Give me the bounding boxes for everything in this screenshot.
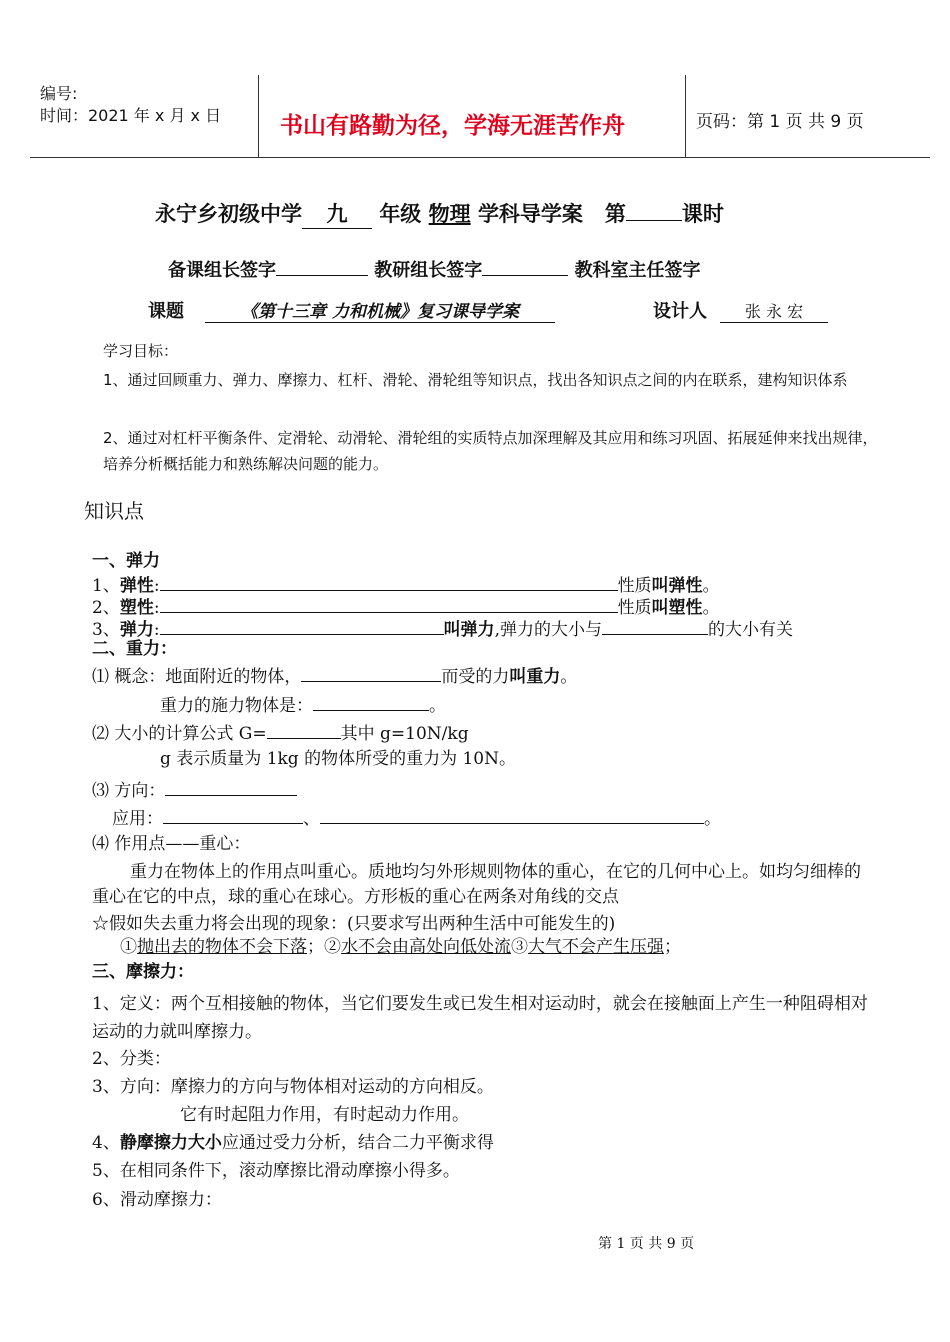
friction-sliding: 6、滑动摩擦力： — [92, 1190, 222, 1210]
elastic-force-blank[interactable] — [160, 616, 444, 635]
example-3: 大气不会产生压强 — [528, 937, 664, 957]
elastic-line-2: 2、塑性: 性质叫塑性。 — [92, 594, 720, 619]
sig-research-leader: 教研组长签字 — [374, 260, 483, 281]
elastic-heading: 一、弹力 — [92, 551, 160, 571]
time-label: 时间：2021 年 x 月 x 日 — [40, 106, 222, 125]
topic-value: 《第十三章 力和机械》复习课导学案 — [205, 297, 555, 323]
sig-research-blank[interactable] — [482, 257, 568, 276]
title-lesson-suffix: 课时 — [681, 202, 724, 226]
gravity-concept: ⑴ 概念：地面附近的物体， 而受的力叫重力。 — [92, 663, 577, 688]
lose-gravity-text: ☆假如失去重力将会出现的现象：(只要求写出两种生活中可能发生的) — [92, 914, 616, 934]
sig-director: 教科室主任签字 — [574, 260, 701, 281]
header-box — [30, 75, 930, 158]
gravity-direction: ⑶ 方向： — [92, 777, 297, 802]
gravity-point: ⑷ 作用点——重心： — [92, 834, 251, 854]
sig-group-blank[interactable] — [276, 257, 368, 276]
source-blank[interactable] — [313, 692, 429, 711]
title-subject: 物理 — [428, 202, 471, 226]
header-divider — [685, 75, 686, 157]
title-grade-suffix: 年级 — [379, 202, 422, 226]
plasticity-blank[interactable] — [160, 594, 618, 613]
page-title — [155, 198, 724, 229]
designer-name: 张 永 宏 — [720, 299, 828, 323]
header-left-cell — [30, 75, 259, 157]
direction-blank[interactable] — [165, 777, 297, 796]
page-footer: 第 1 页 共 9 页 — [598, 1236, 695, 1252]
goal-item-2: 2、通过对杠杆平衡条件、定滑轮、动滑轮、滑轮组的实质特点加深理解及其应用和练习巩固、拓展延伸来找出规律，培养分析概括能力和熟练解决问题的能力。 — [103, 429, 878, 473]
title-school: 永宁乡初级中学 — [155, 202, 302, 226]
designer-label: 设计人 — [653, 301, 707, 322]
title-lesson-prefix: 第 — [604, 202, 626, 226]
elastic-magnitude-blank[interactable] — [602, 616, 708, 635]
term-elasticity: 弹性 — [119, 576, 154, 596]
topic-label: 课题 — [148, 301, 184, 322]
friction-static: 4、静摩擦力大小应通过受力分析，结合二力平衡求得 — [92, 1133, 494, 1153]
lose-gravity-examples: ①抛出去的物体不会下落；②水不会由高处向低处流③大气不会产生压强； — [120, 937, 681, 957]
application-blank-1[interactable] — [163, 805, 303, 824]
concept-blank[interactable] — [301, 663, 441, 682]
friction-direction: 3、方向：摩擦力的方向与物体相对运动的方向相反。 — [92, 1077, 494, 1097]
friction-rolling: 5、在相同条件下，滚动摩擦比滑动摩擦小得多。 — [92, 1161, 460, 1181]
gravity-heading: 二、重力： — [92, 639, 177, 659]
friction-types: 2、分类： — [92, 1049, 171, 1069]
gravity-center-text: 重力在物体上的作用点叫重心。质地均匀外形规则物体的重心，在它的几何中心上。如均匀细棒的重心在它的中点，球的重心在球心。方形板的重心在两条对角线的交点 — [92, 862, 861, 907]
title-subject-suffix: 学科导学案 — [477, 202, 583, 226]
page-label: 页码：第 1 页 共 9 页 — [696, 112, 864, 132]
friction-direction-2: 它有时起阻力作用，有时起动力作用。 — [180, 1105, 469, 1125]
lesson-blank — [626, 200, 682, 221]
example-1: 抛出去的物体不会下落 — [137, 937, 307, 957]
friction-heading: 三、摩擦力： — [92, 962, 194, 982]
knowledge-heading: 知识点 — [84, 499, 144, 523]
signature-row — [168, 256, 701, 282]
title-grade: 九 — [302, 198, 372, 229]
term-plasticity: 塑性 — [119, 598, 154, 618]
sig-group-leader: 备课组长签字 — [168, 260, 276, 281]
elastic-line-3: 3、弹力: 叫弹力,弹力的大小与 的大小有关 — [92, 616, 793, 641]
gravity-source: 重力的施力物体是： 。 — [160, 692, 446, 717]
gravity-formula: ⑵ 大小的计算公式 G= 其中 g=10N/kg — [92, 720, 469, 745]
goal-item-1: 1、通过回顾重力、弹力、摩擦力、杠杆、滑轮、滑轮组等知识点，找出各知识点之间的内在联系，建构知识体系 — [103, 371, 848, 389]
goals-heading: 学习目标： — [103, 342, 179, 360]
friction-definition: 1、定义：两个互相接触的物体，当它们要发生或已发生相对运动时，就会在接触面上产生一种阻碍相对运动的力就叫摩擦力。 — [92, 994, 868, 1042]
gravity-g-meaning: g 表示质量为 1kg 的物体所受的重力为 10N。 — [160, 749, 517, 769]
example-2: 水不会由高处向低处流 — [341, 937, 511, 957]
application-blank-2[interactable] — [320, 805, 704, 824]
formula-blank[interactable] — [267, 720, 341, 739]
gravity-application: 应用： 、 。 — [112, 805, 721, 830]
term-elastic-force: 弹力 — [119, 620, 154, 640]
code-label: 编号: — [40, 84, 78, 103]
motto: 书山有路勤为径，学海无涯苦作舟 — [280, 113, 625, 139]
elasticity-blank[interactable] — [160, 572, 618, 591]
elastic-line-1: 1、弹性: 性质叫弹性。 — [92, 572, 720, 597]
